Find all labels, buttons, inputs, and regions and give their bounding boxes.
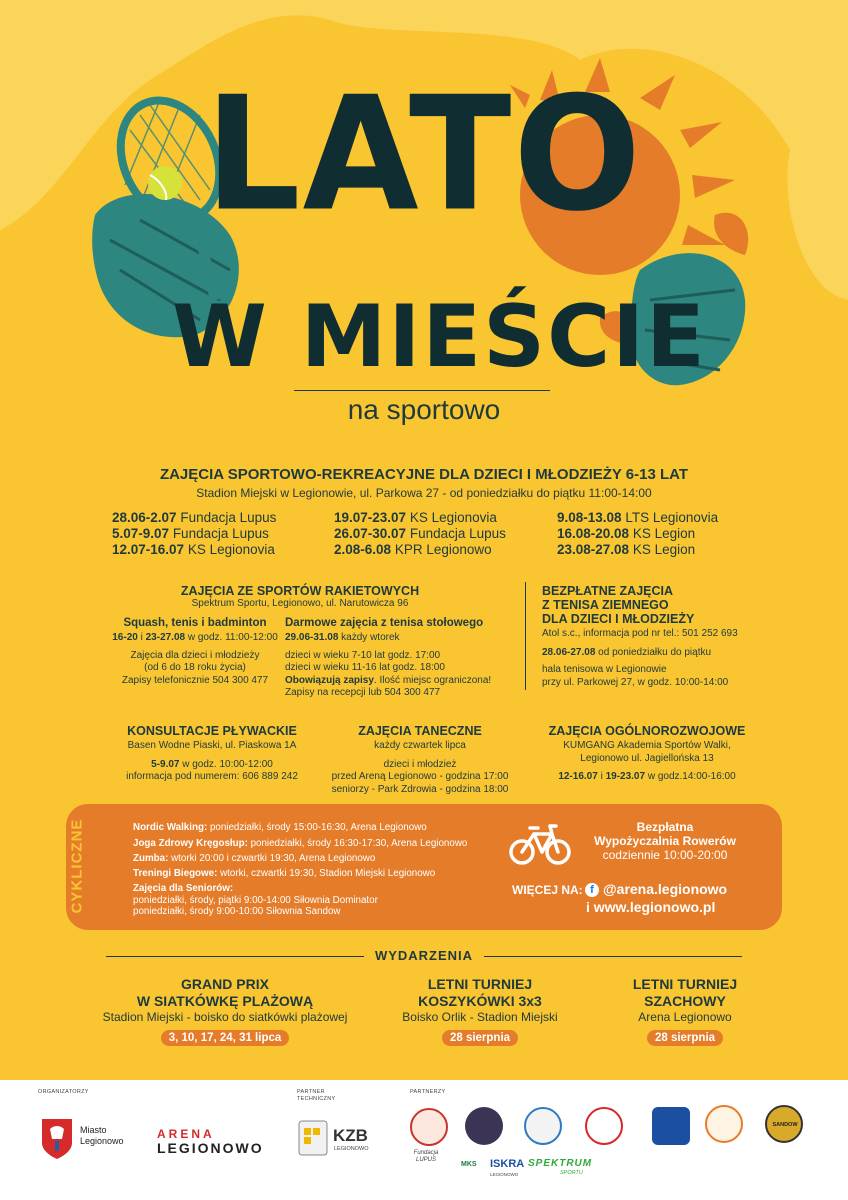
squash-line-3: (od 6 do 18 roku życia)	[144, 662, 246, 673]
table-tennis-title: Darmowe zajęcia z tenisa stołowego	[285, 617, 484, 629]
event-title-2: KOSZYKÓWKI 3x3	[418, 993, 542, 1009]
swimming-info: informacja pod numerem: 606 889 242	[126, 771, 298, 782]
racket-location: Spektrum Sportu, Legionowo, ul. Narutowicza 96	[191, 598, 409, 609]
table-tennis-block	[285, 617, 515, 700]
table-tennis-line-3: dzieci w wieku 11-16 lat godz. 18:00	[285, 662, 445, 673]
event-title-2: W SIATKÓWKĘ PLAŻOWĄ	[136, 993, 314, 1009]
squash-line-4: Zapisy telefonicznie 504 300 477	[121, 674, 269, 686]
general-line-1: KUMGANG Akademia Sportów Walki,	[563, 740, 731, 751]
general-block	[522, 724, 772, 784]
schedule-column-1	[112, 510, 276, 558]
website-link[interactable]: i www.legionowo.pl	[586, 899, 716, 915]
table-tennis-line-4: Obowiązują zapisy. Ilość miejsc ograniczona!	[285, 674, 492, 686]
tennis-dates: 28.06-27.08 od poniedziałku do piątku	[542, 646, 712, 658]
event-place: Boisko Orlik - Stadion Miejski	[402, 1010, 558, 1024]
spektrum-logo-text-1: SPEKTRUM	[528, 1158, 593, 1169]
more-label: WIĘCEJ NA:	[512, 883, 583, 897]
cyclic-item: Zajęcia dla Seniorów:	[133, 883, 234, 894]
miasto-logo-text: Miasto Legionowo	[80, 1125, 124, 1146]
dance-line-2: dzieci i młodzież	[383, 758, 457, 770]
event-title-1: GRAND PRIX	[181, 976, 269, 992]
swimming-location: Basen Wodne Piaski, ul. Piaskowa 1A	[127, 740, 297, 751]
schedule-column-2	[334, 510, 506, 558]
swimming-heading: KONSULTACJE PŁYWACKIE	[127, 724, 297, 738]
tennis-line-4: przy ul. Parkowej 27, w godz. 10:00-14:00	[542, 676, 729, 688]
schedule-row: 5.07-9.07 Fundacja Lupus	[112, 526, 269, 541]
partners-label: PARTNERZY	[410, 1089, 446, 1095]
squash-block	[100, 617, 290, 687]
kzb-logo-sub: LEGIONOWO	[334, 1146, 369, 1152]
dance-heading: ZAJĘCIA TANECZNE	[358, 724, 482, 738]
title-line-2: W MIEŚCIE	[172, 287, 707, 387]
schedule-row: 2.08-6.08 KPR Legionowo	[334, 542, 492, 557]
seniors-line-1: poniedziałki, środy, piątki 9:00-14:00 Siłownia Dominator	[133, 895, 378, 906]
schedule-row: 26.07-30.07 Fundacja Lupus	[334, 526, 506, 541]
tennis-heading-2: Z TENISA ZIEMNEGO	[542, 598, 669, 612]
seniors-line-2: poniedziałki, środy 9:00-10:00 Siłownia Sandow	[133, 906, 341, 917]
event-place: Stadion Miejski - boisko do siatkówki plażowej	[102, 1010, 348, 1024]
dance-line-4: seniorzy - Park Zdrowia - godzina 18:00	[331, 783, 509, 795]
table-tennis-dates: 29.06-31.08 każdy wtorek	[285, 632, 400, 643]
event-title-1: LETNI TURNIEJ	[427, 976, 533, 992]
tennis-heading-3: DLA DZIECI I MŁODZIEŻY	[542, 612, 695, 626]
event-card	[370, 976, 590, 1046]
iskra-logo-text-1: MKS	[461, 1161, 477, 1168]
iskra-logo-text-3: LEGIONOWO	[490, 1172, 519, 1177]
event-title-1: LETNI TURNIEJ	[632, 976, 738, 992]
swimming-block	[92, 724, 332, 784]
racket-heading: ZAJĘCIA ZE SPORTÓW RAKIETOWYCH	[180, 584, 420, 598]
schedule-row: 23.08-27.08 KS Legion	[557, 542, 696, 557]
iskra-logo-text-2: ISKRA	[490, 1158, 525, 1170]
dance-sub: każdy czwartek lipca	[374, 740, 466, 751]
arena-logo-text-1: ARENA	[157, 1127, 215, 1141]
schedule-row: 16.08-20.08 KS Legion	[557, 526, 696, 541]
organizers-label: ORGANIZATORZY	[38, 1089, 89, 1095]
column-divider	[525, 582, 526, 690]
legionowo-crest-icon	[40, 1117, 74, 1161]
bike-hours: codziennie 10:00-20:00	[602, 848, 728, 862]
event-place: Arena Legionowo	[638, 1010, 732, 1024]
schedule-row: 12.07-16.07 KS Legionovia	[112, 542, 275, 557]
event-date-badge: 28 sierpnia	[647, 1030, 723, 1046]
schedule-column-3	[557, 510, 718, 558]
facebook-icon: f	[585, 883, 599, 897]
partner-logo-legion	[585, 1107, 623, 1145]
events-title: WYDARZENIA	[374, 948, 474, 963]
cyclic-tag: CYKLICZNE	[68, 818, 86, 914]
arena-logo-text-2: LEGIONOWO	[157, 1140, 264, 1156]
table-tennis-line-2: dzieci w wieku 7-10 lat godz. 17:00	[285, 649, 441, 661]
main-location: Stadion Miejski w Legionowie, ul. Parkowa 27 - od poniedziałku do piątku 11:00-14:00	[196, 486, 652, 500]
general-line-2: Legionowo ul. Jagiellońska 13	[580, 752, 714, 764]
partner-logo-kpr	[524, 1107, 562, 1145]
event-date-badge: 3, 10, 17, 24, 31 lipca	[161, 1030, 290, 1046]
general-dates: 12-16.07 i 19-23.07 w godz.14:00-16:00	[558, 771, 736, 782]
lupus-logo: Fundacja LUPUS	[413, 1150, 439, 1163]
kzb-logo-text: KZB	[333, 1126, 368, 1145]
partner-logo-kumgang	[705, 1105, 743, 1143]
swimming-dates: 5-9.07 w godz. 10:00-12:00	[151, 758, 273, 770]
partner-logo-legionovia	[410, 1108, 448, 1146]
schedule-row: 9.08-13.08 LTS Legionovia	[557, 510, 719, 525]
tennis-ball-icon	[148, 166, 182, 200]
kzb-logo-icon	[298, 1120, 328, 1156]
schedule-row: 28.06-2.07 Fundacja Lupus	[112, 510, 277, 525]
schedule-row: 19.07-23.07 KS Legionovia	[334, 510, 497, 525]
partner-logo-lts	[652, 1107, 690, 1145]
bike-title-1: Bezpłatna	[636, 820, 694, 834]
main-heading: ZAJĘCIA SPORTOWO-REKREACYJNE DLA DZIECI I MŁODZIEŻY 6-13 LAT	[159, 466, 689, 483]
squash-title: Squash, tenis i badminton	[123, 617, 267, 629]
event-date-badge: 28 sierpnia	[442, 1030, 518, 1046]
squash-dates: 16-20 i 23-27.08 w godz. 11:00-12:00	[112, 632, 278, 643]
events-rule-right	[484, 956, 742, 957]
dance-block	[305, 724, 535, 796]
facebook-link[interactable]: @arena.legionowo	[603, 881, 728, 897]
title-line-1: LATO	[205, 63, 643, 247]
bike-rental-block	[560, 820, 770, 862]
subtitle-divider	[294, 390, 550, 391]
tennis-block	[542, 584, 792, 689]
partner-logo-vikings	[465, 1107, 503, 1145]
squash-line-2: Zajęcia dla dzieci i młodzieży	[130, 649, 260, 661]
orange-leaf-icon	[714, 213, 748, 255]
dance-line-3: przed Areną Legionowo - godzina 17:00	[331, 771, 509, 782]
spektrum-logo-text-2: SPORTU	[560, 1170, 583, 1176]
event-card	[600, 976, 770, 1046]
tech-partner-label: PARTNER TECHNICZNY	[297, 1089, 336, 1102]
subtitle: na sportowo	[347, 394, 501, 425]
event-title-2: SZACHOWY	[644, 993, 726, 1009]
cyclic-item: Joga Zdrowy Kręgosłup: poniedziałki, środy 16:30-17:30, Arena Legionowo	[133, 838, 468, 849]
tennis-info: Atol s.c., informacja pod nr tel.: 501 252 693	[542, 628, 738, 639]
event-card	[80, 976, 370, 1046]
tennis-heading-1: BEZPŁATNE ZAJĘCIA	[542, 584, 674, 598]
cyclic-item: Zumba: wtorki 20:00 i czwartki 19:30, Arena Legionowo	[133, 853, 376, 864]
tennis-line-3: hala tenisowa w Legionowie	[542, 664, 667, 675]
general-heading: ZAJĘCIA OGÓLNOROZWOJOWE	[548, 724, 746, 738]
table-tennis-line-5: Zapisy na recepcji lub 504 300 477	[285, 687, 441, 698]
cyclic-item: Treningi Biegowe: wtorki, czwartki 19:30, Stadion Miejski Legionowo	[133, 868, 436, 879]
bike-title-2: Wypożyczalnia Rowerów	[594, 834, 736, 848]
cyclic-item: Nordic Walking: poniedziałki, środy 15:00-16:30, Arena Legionowo	[133, 822, 427, 833]
sandow-logo-text: SANDOW	[772, 1122, 798, 1128]
